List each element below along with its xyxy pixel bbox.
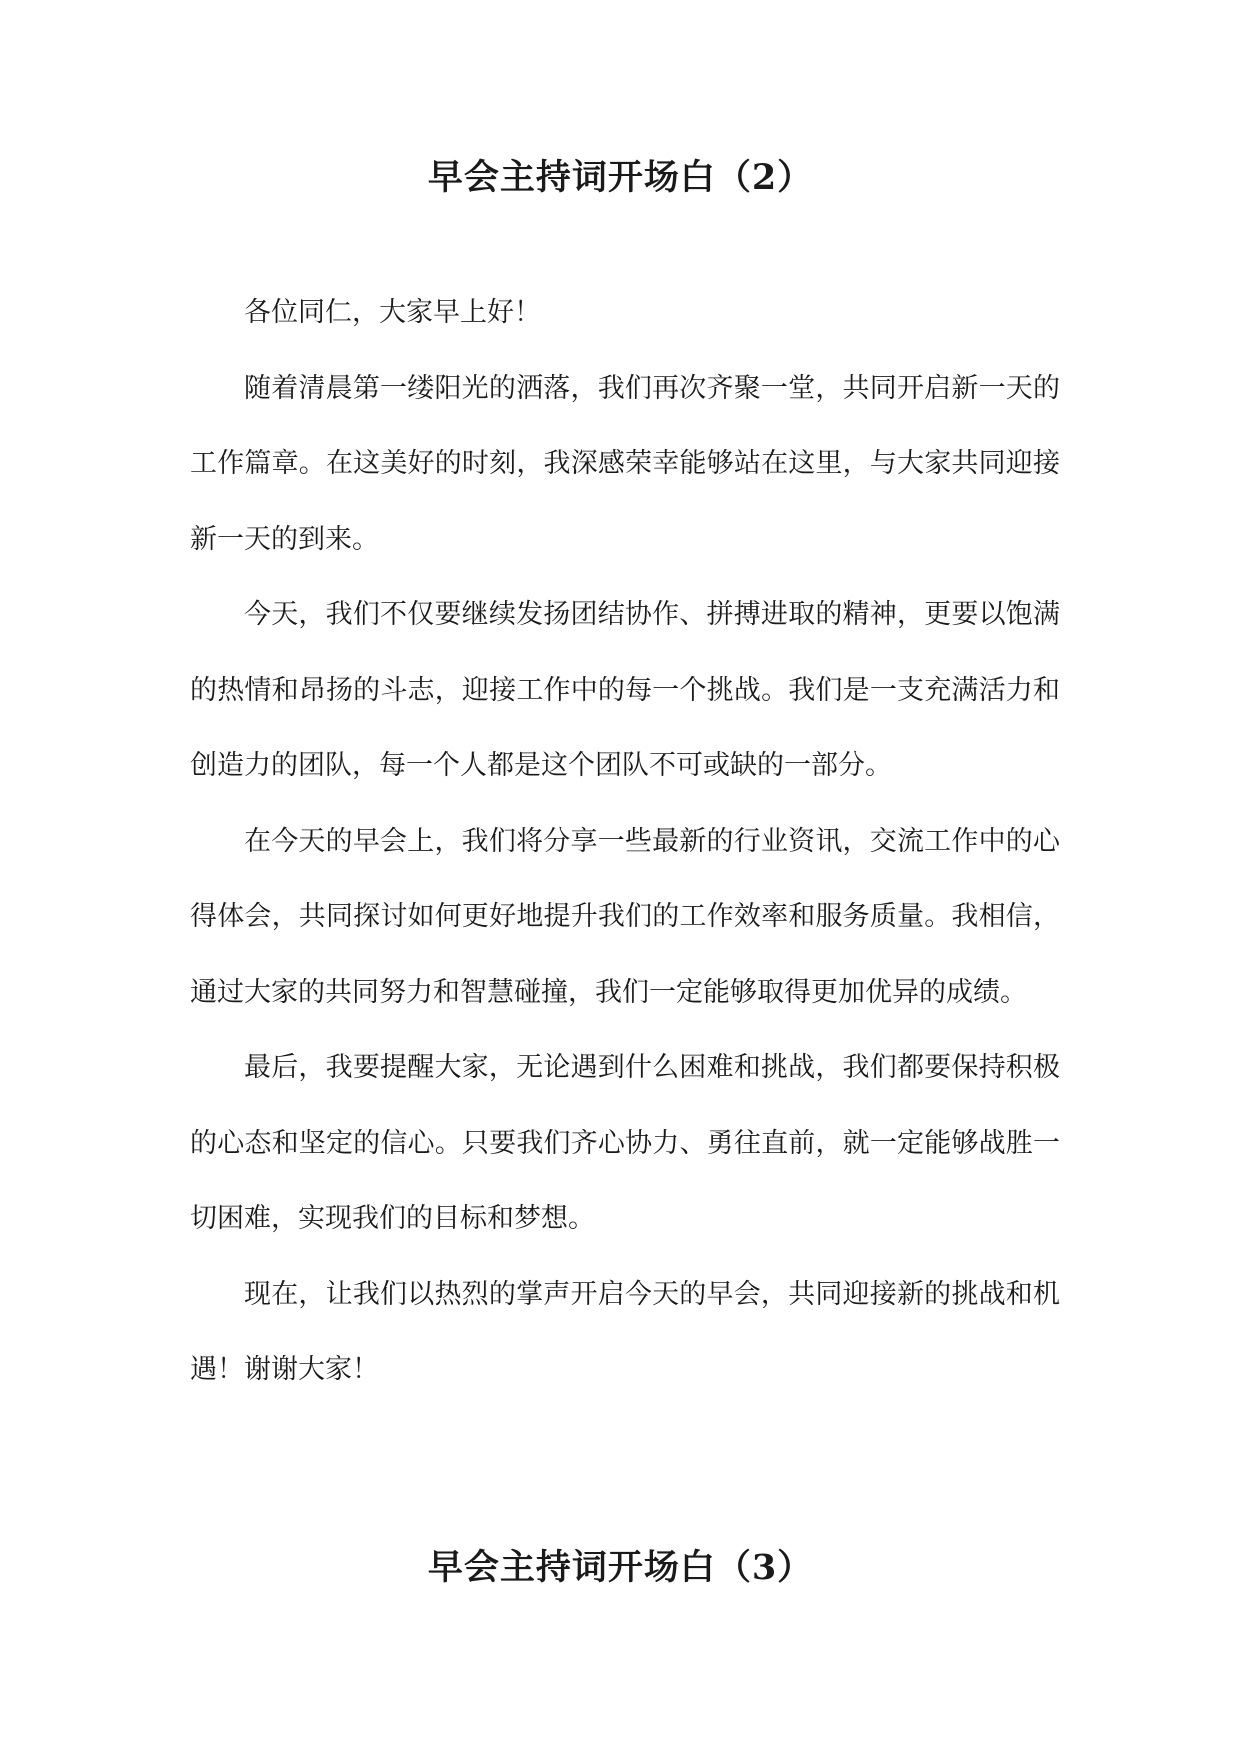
next-section-title: 早会主持词开场白（3） bbox=[427, 1547, 814, 1588]
section-title: 早会主持词开场白（2） bbox=[427, 157, 814, 198]
opening-paragraph: 随着清晨第一缕阳光的洒落，我们再次齐聚一堂，共同开启新一天的工作篇章。在这美好的时刻，我深感荣幸能够站在这里，与大家共同迎接新一天的到来。 bbox=[190, 372, 1060, 555]
section-body bbox=[190, 275, 1060, 1408]
agenda-paragraph: 在今天的早会上，我们将分享一些最新的行业资讯，交流工作中的心得体会，共同探讨如何更好地提升我们的工作效率和服务质量。我相信，通过大家的共同努力和智慧碰撞，我们一定能够取得更加优异的成绩。 bbox=[190, 825, 1060, 1008]
closing-paragraph: 现在，让我们以热烈的掌声开启今天的早会，共同迎接新的挑战和机遇！谢谢大家！ bbox=[190, 1278, 1060, 1385]
team-spirit-paragraph: 今天，我们不仅要继续发扬团结协作、拼搏进取的精神，更要以饱满的热情和昂扬的斗志，迎接工作中的每一个挑战。我们是一支充满活力和创造力的团队，每一个人都是这个团队不可或缺的一部分。 bbox=[190, 599, 1060, 781]
greeting-paragraph: 各位同仁，大家早上好！ bbox=[244, 297, 541, 328]
reminder-paragraph: 最后，我要提醒大家，无论遇到什么困难和挑战，我们都要保持积极的心态和坚定的信心。只要我们齐心协力、勇往直前，就一定能够战胜一切困难，实现我们的目标和梦想。 bbox=[190, 1052, 1060, 1234]
